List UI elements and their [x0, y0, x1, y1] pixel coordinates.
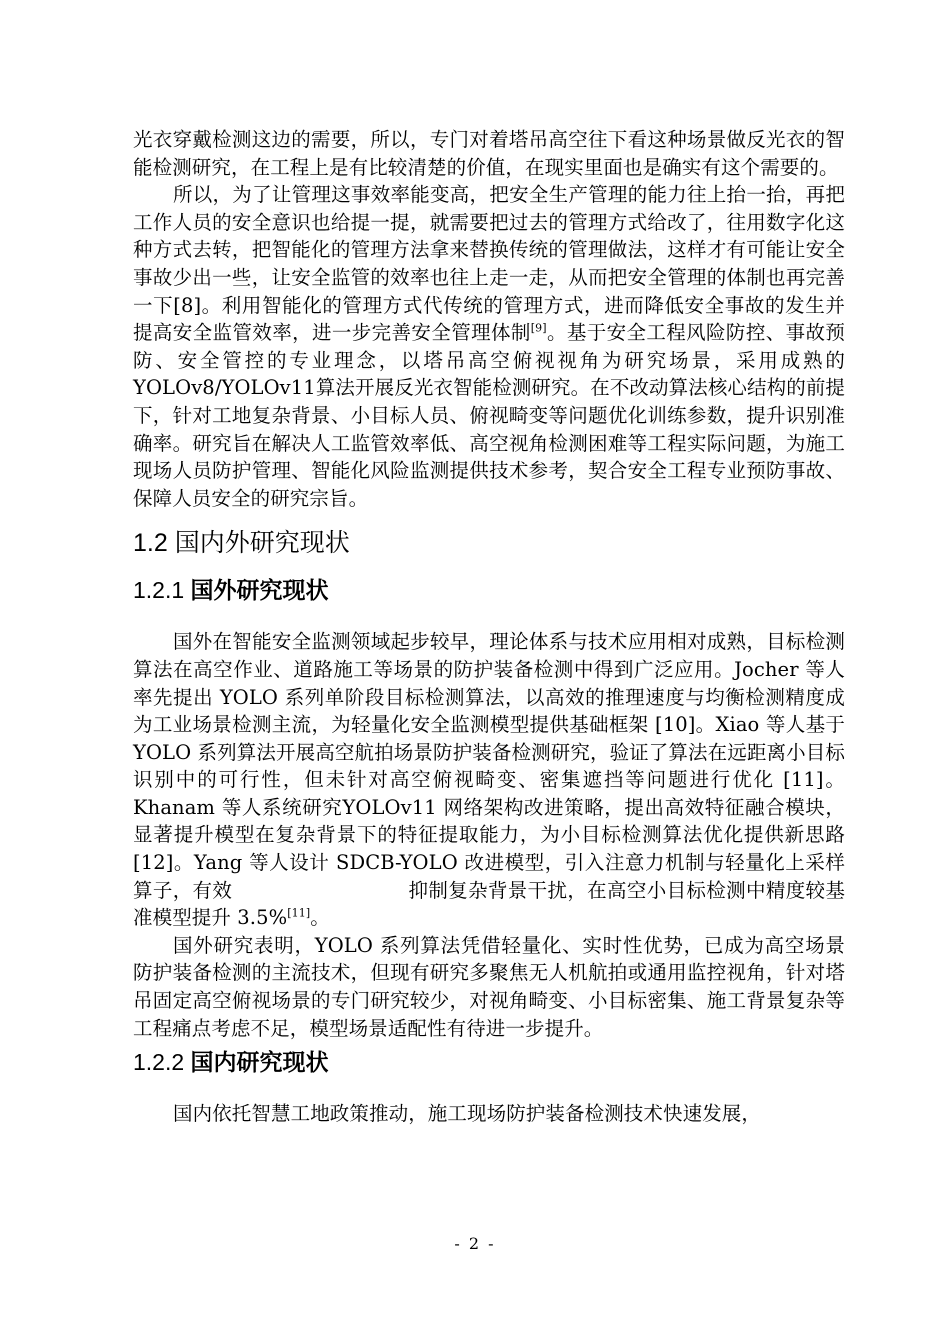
- heading-number: 1.2.2: [133, 1049, 185, 1076]
- page-number: - 2 -: [454, 1234, 496, 1253]
- paragraph-text: 。: [310, 906, 330, 930]
- paragraph-text: 国外在智能安全监测领域起步较早，理论体系与技术应用相对成熟，目标检测算法在高空作业、道路施工等场景的防护装备检测中得到广泛应用。Jocher 等人率先提出 YOLO 系列单阶段目标检测算法，以高效的推理速度与均衡检测精度成为工业场景检测主流，为轻量化安全监测模型提供基础框架 [10]。Xiao 等人基于 YOLO 系列算法开展高空航拍场景防护装备检测研究，验证了算法在远距离小目标识别中的可行性，但未针对高空俯视畸变、密集遮挡等问题进行优化 [11]。Khanam 等人系统研究YOLOv11 网络架构改进策略，提出高效特征融合模块，显著提升模型在复杂背景下的特征提取能力，为小目标检测算法优化提供新思路 [12]。Yang 等人设计 SDCB-YOLO 改进模型，引入注意力机制与轻量化上采样算子，有效: [133, 630, 845, 902]
- paragraph-text: 所以，为了让管理这事效率能变高，把安全生产管理的能力往上抬一抬，再把工作人员的安全意识也给提一提，就需要把过去的管理方式给改了，往用数字化这种方式去转，把智能化的管理方法拿来替换传统的管理做法，这样才有可能让安全事故少出一些，让安全监管的效率也往上走一走，从而把安全管理的体制也再完善一下[8]。利用智能化的管理方式代传统的管理方式，进而降低安全事故的发生并提高安全监管效率，进一步完善安全管理体制: [133, 183, 845, 345]
- citation-superscript: [11]: [287, 906, 311, 920]
- subsection-heading-1-2-2: [133, 1046, 845, 1078]
- citation-superscript: [9]: [530, 321, 547, 335]
- paragraph: [133, 181, 845, 512]
- heading-number: 1.2.1: [133, 577, 185, 604]
- page-body: [133, 126, 845, 1128]
- paragraph: 国外研究表明，YOLO 系列算法凭借轻量化、实时性优势，已成为高空场景防护装备检测的主流技术，但现有研究多聚焦无人机航拍或通用监控视角，针对塔吊固定高空俯视场景的专门研究较少，对视角畸变、小目标密集、施工背景复杂等工程痛点考虑不足，模型场景适配性有待进一步提升。: [133, 933, 845, 1040]
- paragraph: 国内依托智慧工地政策推动，施工现场防护装备检测技术快速发展，: [173, 1102, 762, 1126]
- paragraph-text: 。基于安全工程风险防控、事故预防、安全管控的专业理念，以塔吊高空俯视视角为研究场景，采用成熟的YOLOv8/YOLOv11算法开展反光衣智能检测研究。在不改动算法核心结构的前提下，针对工地复杂背景、小目标人员、俯视畸变等问题优化训练参数，提升识别准确率。研究旨在解决人工监管效率低、高空视角检测困难等工程实际问题，为施工现场人员防护管理、智能化风险监测提供技术参考，契合安全工程专业预防事故、保障人员安全的研究宗旨。: [133, 321, 846, 510]
- paragraph: 光衣穿戴检测这边的需要，所以，专门对着塔吊高空往下看这种场景做反光衣的智能检测研究，在工程上是有比较清楚的价值，在现实里面也是确实有这个需要的。: [133, 128, 845, 179]
- section-heading-1-2: 1.2 国内外研究现状: [133, 529, 350, 558]
- paragraph: [133, 628, 845, 932]
- heading-title: 国外研究现状: [190, 577, 329, 604]
- subsection-heading-1-2-1: [133, 574, 845, 606]
- paragraph-text: 抑制复杂背景干扰，在高空小目标检测中精度较基准模型提升 3.5%: [133, 878, 845, 930]
- heading-title: 国内研究现状: [190, 1049, 329, 1076]
